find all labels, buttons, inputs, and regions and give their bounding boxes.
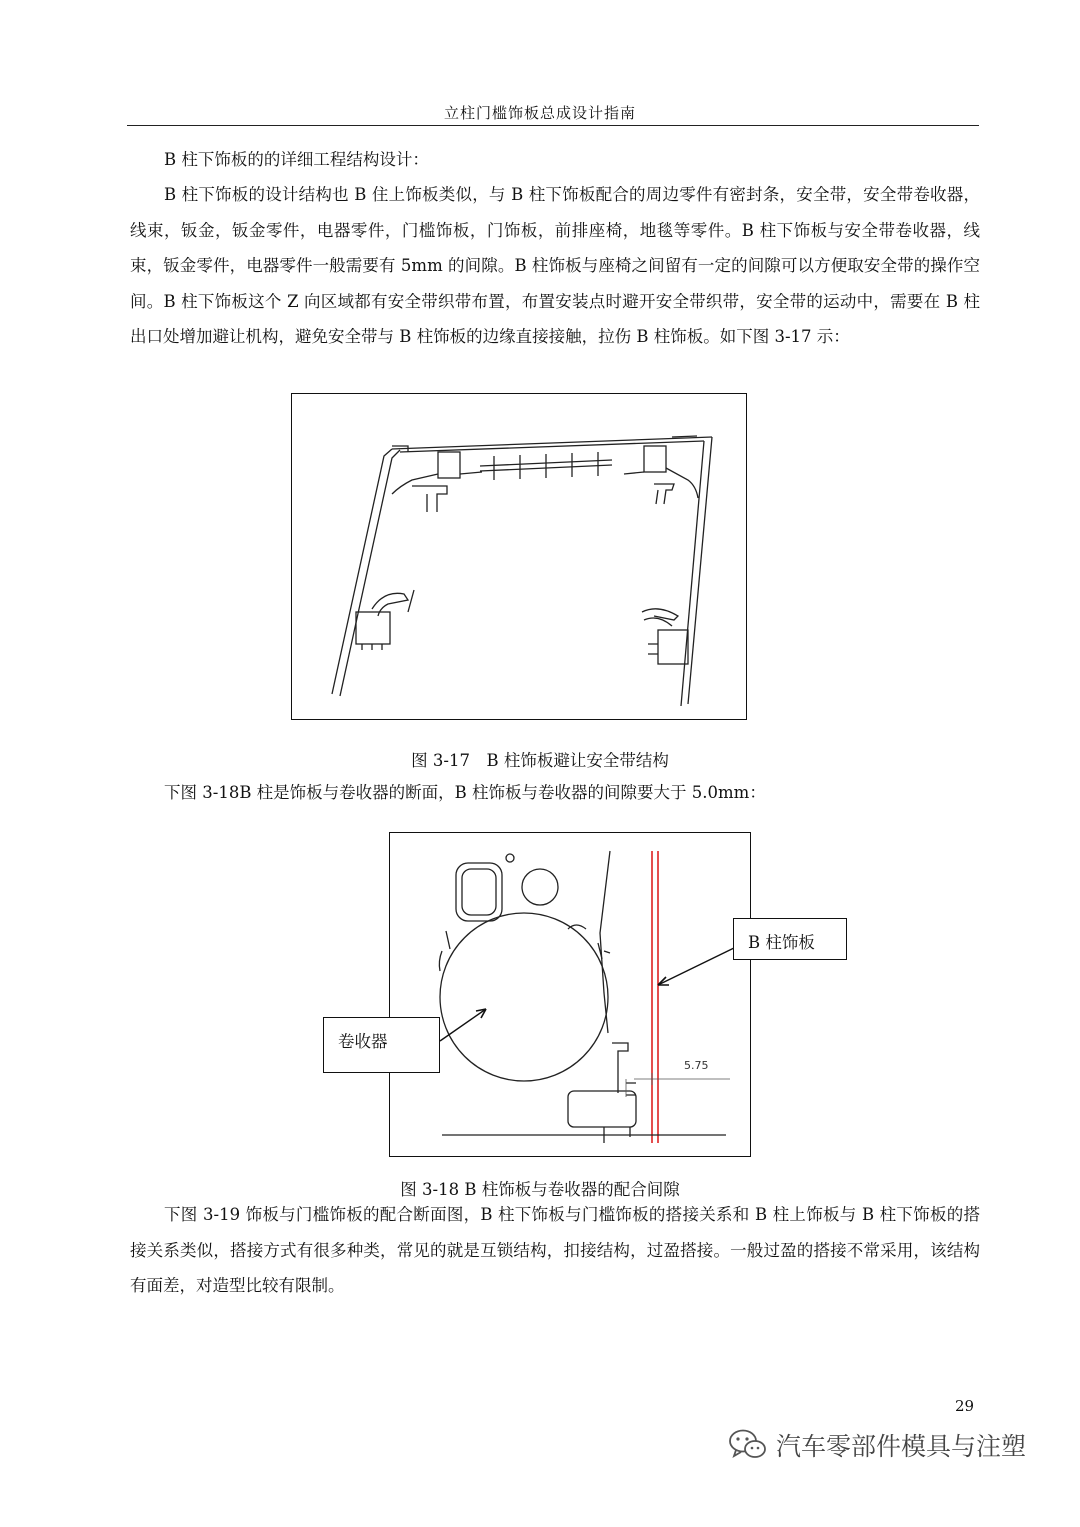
paragraph-overlap: 下图 3-19 饰板与门槛饰板的配合断面图，B 柱下饰板与门槛饰板的搭接关系和 B 柱上饰板与 B 柱下饰板的搭接关系类似，搭接方式有很多种类，常见的就是互锁结构，扣接结构，过盈搭接。一般过盈的搭接不常采用，该结构有面差，对造型比较有限制。 (130, 1205, 980, 1296)
paragraph-section-intro: 下图 3-18B 柱是饰板与卷收器的断面，B 柱饰板与卷收器的间隙要大于 5.0mm： (164, 783, 766, 802)
page-number: 29 (955, 1397, 975, 1415)
figure-3-17-caption: 图 3-17 B 柱饰板避让安全带结构 (411, 751, 669, 770)
paragraph-intro: B 柱下饰板的的详细工程结构设计： (164, 150, 429, 169)
figure-3-17 (291, 393, 747, 720)
label-retractor: 卷收器 (323, 1017, 440, 1073)
header-rule (127, 125, 979, 126)
watermark (728, 1425, 1026, 1465)
retractor-section-drawing (390, 833, 752, 1158)
label-b-pillar-trim: B 柱饰板 (733, 918, 847, 960)
b-pillar-trim-drawing (292, 394, 748, 721)
figure-3-18 (389, 832, 751, 1157)
watermark-text: 汽车零部件模具与注塑 (776, 1432, 1027, 1461)
running-header: 立柱门槛饰板总成设计指南 (443, 104, 636, 122)
wechat-icon (728, 1427, 768, 1463)
paragraph-design: B 柱下饰板的设计结构也 B 住上饰板类似，与 B 柱下饰板配合的周边零件有密封条，安全带，安全带卷收器，线束，钣金，钣金零件，电器零件，门槛饰板，门饰板，前排座椅，地毯等零件。B 柱下饰板与安全带卷收器，线束，钣金零件，电器零件一般需要有 5mm 的间隙。B 柱饰板与座椅之间留有一定的间隙可以方便取安全带的操作空间。B 柱下饰板这个 Z 向区域都有安全带织带布置，布置安装点时避开安全带织带，安全带的运动中，需要在 B 柱出口处增加避让机构，避免安全带与 B 柱饰板的边缘直接接触，拉伤 B 柱饰板。如下图 3-17 示： (130, 185, 980, 347)
gap-dimension-label: 5.75 (684, 1059, 709, 1072)
figure-3-18-caption: 图 3-18 B 柱饰板与卷收器的配合间隙 (400, 1180, 680, 1199)
